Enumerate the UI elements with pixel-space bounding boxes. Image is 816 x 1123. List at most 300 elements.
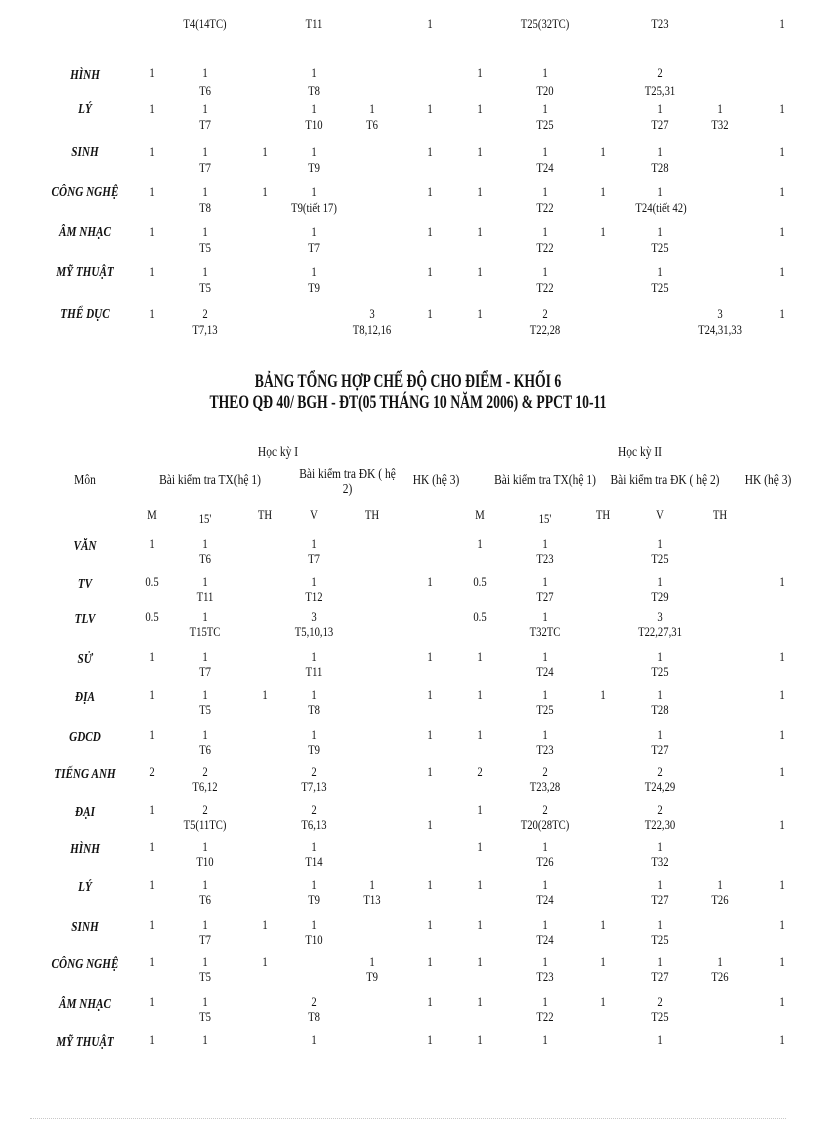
note-cell: T5 [199,969,211,984]
note-cell: T25 [651,551,669,566]
value-cell: 1 [542,877,548,892]
header-note-cell: T23 [651,16,669,31]
value-cell: 1 [657,687,663,702]
value-cell: 1 [657,184,663,199]
note-cell: T24,31,33 [698,322,742,337]
value-cell: 1 [149,839,155,854]
value-cell: 1 [600,994,606,1009]
note-cell: T14 [305,854,323,869]
note-cell: 1 [427,817,433,832]
value-cell: 2 [311,802,317,817]
value-cell: 1 [477,687,483,702]
value-cell: 1 [779,306,785,321]
value-cell: 1 [477,101,483,116]
semester-1-header: Học kỳ I [257,445,299,460]
note-cell: T11 [196,589,214,604]
value-cell: 1 [779,954,785,969]
note-cell: T9 [308,160,320,175]
note-cell: T20(28TC) [520,817,570,832]
value-cell: 1 [311,687,317,702]
value-cell: 1 [262,954,268,969]
value-cell: 1 [202,917,208,932]
note-cell: T25 [651,1009,669,1024]
value-cell: 1 [427,687,433,702]
subject-label: ĐỊA [75,690,95,705]
header-note-cell: T4(14TC) [183,16,227,31]
value-cell: 1 [600,184,606,199]
value-cell: 1 [542,994,548,1009]
value-cell: 1 [600,144,606,159]
value-cell: 1 [427,144,433,159]
value-cell: 1 [149,264,155,279]
note-cell: T7,13 [301,779,327,794]
value-cell: 1 [311,536,317,551]
note-cell: T28 [651,160,669,175]
value-cell: 1 [542,574,548,589]
note-cell: T25 [536,702,554,717]
value-cell: 1 [149,144,155,159]
note-cell: T6 [199,892,211,907]
value-cell: 3 [369,306,375,321]
value-cell: 1 [477,264,483,279]
subheader-c7: M [475,507,485,522]
value-cell: 1 [542,144,548,159]
note-cell: T7,13 [192,322,218,337]
value-cell: 1 [542,65,548,80]
subject-label: VĂN [73,539,97,554]
subheader-c4: V [310,507,318,522]
note-cell: T27 [651,117,669,132]
subject-label: MỸ THUẬT [56,1035,114,1050]
subject-label: TV [77,577,93,592]
value-cell: 1 [427,877,433,892]
value-cell: 1 [311,144,317,159]
value-cell: 1 [262,144,268,159]
value-cell: 1 [262,917,268,932]
note-cell: T7 [199,117,211,132]
value-cell: 1 [477,306,483,321]
note-cell: T23 [536,969,554,984]
value-cell: 1 [202,727,208,742]
value-cell: 3 [717,306,723,321]
value-cell: 1 [657,917,663,932]
note-cell: T27 [651,742,669,757]
value-cell: 1 [717,954,723,969]
value-cell: 1 [311,264,317,279]
value-cell: 1 [477,994,483,1009]
note-cell: T22,28 [529,322,561,337]
value-cell: 1 [149,877,155,892]
note-cell: T22,30 [644,817,676,832]
note-cell: T26 [711,892,729,907]
value-cell: 1 [477,917,483,932]
note-cell: T13 [363,892,381,907]
value-cell: 1 [149,802,155,817]
value-cell: 1 [427,184,433,199]
note-cell: T22 [536,200,554,215]
value-cell: 1 [477,727,483,742]
note-cell: T32TC [529,624,561,639]
value-cell: 1 [202,574,208,589]
value-cell: 1 [542,839,548,854]
value-cell: 1 [149,224,155,239]
value-cell: 1 [149,184,155,199]
subject-label: MỸ THUẬT [56,265,114,280]
value-cell: 1 [779,877,785,892]
value-cell: 1 [477,1032,483,1047]
subject-column-header: Môn [74,473,96,488]
note-cell: T25 [651,280,669,295]
value-cell: 1 [202,536,208,551]
value-cell: 2 [542,764,548,779]
note-cell: T7 [199,664,211,679]
value-cell: 1 [202,264,208,279]
value-cell: 1 [657,101,663,116]
value-cell: 1 [427,764,433,779]
value-cell: 1 [149,65,155,80]
note-cell: T22 [536,280,554,295]
semester-2-header: Học kỳ II [618,445,662,460]
note-cell: T12 [305,589,323,604]
value-cell: 1 [311,839,317,854]
note-cell: T15TC [189,624,221,639]
subheader-c1: M [147,507,157,522]
subject-label: ĐẠI [75,805,95,820]
value-cell: 1 [477,839,483,854]
value-cell: 1 [657,574,663,589]
note-cell: T8 [199,200,211,215]
value-cell: 1 [779,264,785,279]
subject-label: HÌNH [70,842,100,857]
note-cell: T6 [199,83,211,98]
note-cell: T8,12,16 [352,322,392,337]
value-cell: 0.5 [145,609,159,624]
value-cell: 1 [477,954,483,969]
value-cell: 1 [779,994,785,1009]
value-cell: 1 [657,877,663,892]
note-cell: T26 [536,854,554,869]
subject-label: THỂ DỤC [60,307,110,322]
value-cell: 1 [149,1032,155,1047]
subject-label: LÝ [78,880,92,895]
note-cell: T8 [308,83,320,98]
value-cell: 1 [149,649,155,664]
note-cell: T6,13 [301,817,327,832]
note-cell: T5,10,13 [294,624,334,639]
value-cell: 0.5 [473,609,487,624]
value-cell: 1 [542,727,548,742]
note-cell: T9 [308,892,320,907]
value-cell: 1 [542,1032,548,1047]
subject-label: HÌNH [70,68,100,83]
note-cell: T6 [199,551,211,566]
subject-label: SINH [71,920,99,935]
value-cell: 1 [657,1032,663,1047]
subject-label: GDCD [69,730,101,745]
value-cell: 1 [369,877,375,892]
value-cell: 1 [311,224,317,239]
value-cell: 1 [477,649,483,664]
value-cell: 1 [717,877,723,892]
value-cell: 2 [311,764,317,779]
note-cell: T25 [651,932,669,947]
note-cell: T5 [199,280,211,295]
value-cell: 2 [542,306,548,321]
value-cell: 1 [202,687,208,702]
subject-label: ÂM NHẠC [59,225,111,240]
note-cell: T9 [308,280,320,295]
value-cell: 2 [542,802,548,817]
value-cell: 1 [149,101,155,116]
value-cell: 1 [427,917,433,932]
note-cell: T28 [651,702,669,717]
value-cell: 1 [542,609,548,624]
value-cell: 1 [262,687,268,702]
note-cell: T10 [305,117,323,132]
value-cell: 1 [779,184,785,199]
note-cell: T25 [651,664,669,679]
value-cell: 2 [657,764,663,779]
note-cell: T10 [196,854,214,869]
note-cell: T27 [651,892,669,907]
value-cell: 1 [600,224,606,239]
value-cell: 1 [202,609,208,624]
value-cell: 1 [779,1032,785,1047]
value-cell: 1 [202,224,208,239]
value-cell: 1 [657,727,663,742]
value-cell: 0.5 [145,574,159,589]
value-cell: 1 [427,994,433,1009]
note-cell: T25 [651,240,669,255]
value-cell: 1 [311,574,317,589]
value-cell: 1 [427,306,433,321]
value-cell: 1 [149,917,155,932]
value-cell: 3 [657,609,663,624]
subject-label: ÂM NHẠC [59,997,111,1012]
note-cell: T11 [305,664,323,679]
value-cell: 1 [477,65,483,80]
note-cell: T24(tiết 42) [635,200,687,215]
note-cell: T6 [199,742,211,757]
value-cell: 1 [311,184,317,199]
value-cell: 1 [311,917,317,932]
value-cell: 1 [779,727,785,742]
note-cell: T5(11TC) [183,817,227,832]
subject-label: TLV [74,612,96,627]
hk-header-s1: HK (hệ 3) [412,473,460,488]
note-cell: T7 [308,551,320,566]
note-cell: T27 [536,589,554,604]
value-cell: 1 [542,184,548,199]
note-cell: T24 [536,932,554,947]
value-cell: 1 [657,144,663,159]
table-subtitle: THEO QĐ 40/ BGH - ĐT(05 THÁNG 10 NĂM 2006) & PPCT 10-11 [209,392,607,413]
value-cell: 1 [779,574,785,589]
value-cell: 1 [779,224,785,239]
note-cell: T22,27,31 [638,624,682,639]
value-cell: 1 [657,839,663,854]
value-cell: 2 [657,994,663,1009]
value-cell: 1 [779,649,785,664]
note-cell: T24,29 [644,779,676,794]
note-cell: T5 [199,702,211,717]
value-cell: 2 [202,306,208,321]
note-cell: T22 [536,1009,554,1024]
value-cell: 1 [202,839,208,854]
value-cell: 1 [542,101,548,116]
value-cell: 1 [477,184,483,199]
note-cell: T23,28 [529,779,561,794]
value-cell: 1 [600,954,606,969]
value-cell: 1 [202,649,208,664]
note-cell: T32 [651,854,669,869]
dk-test-header-s1: Bài kiểm tra ĐK ( hệ 2) [299,467,396,497]
hk-header-s2: HK (hệ 3) [744,473,792,488]
note-cell: T5 [199,240,211,255]
value-cell: 1 [427,224,433,239]
value-cell: 1 [600,687,606,702]
header-note-cell: T11 [305,16,323,31]
note-cell: 1 [779,817,785,832]
value-cell: 1 [202,65,208,80]
value-cell: 1 [149,994,155,1009]
note-cell: T32 [711,117,729,132]
value-cell: 1 [477,224,483,239]
value-cell: 0.5 [473,574,487,589]
value-cell: 1 [542,954,548,969]
value-cell: 1 [542,649,548,664]
value-cell: 1 [369,954,375,969]
value-cell: 1 [427,727,433,742]
table-title: BẢNG TỔNG HỢP CHẾ ĐỘ CHO ĐIỂM - KHỐI 6 [254,371,562,392]
note-cell: T10 [305,932,323,947]
header-note-cell: 1 [779,16,785,31]
note-cell: T9 [366,969,378,984]
value-cell: 1 [202,954,208,969]
value-cell: 3 [311,609,317,624]
subject-label: CÔNG NGHỆ [51,957,119,972]
note-cell: T25,31 [644,83,676,98]
note-cell: T8 [308,1009,320,1024]
value-cell: 1 [657,954,663,969]
value-cell: 1 [262,184,268,199]
value-cell: 1 [542,224,548,239]
tx-test-header-s1: Bài kiểm tra TX(hệ 1) [159,473,261,488]
value-cell: 1 [149,687,155,702]
value-cell: 1 [369,101,375,116]
value-cell: 2 [657,65,663,80]
value-cell: 1 [657,649,663,664]
value-cell: 1 [311,1032,317,1047]
value-cell: 1 [717,101,723,116]
value-cell: 1 [779,144,785,159]
value-cell: 1 [149,306,155,321]
note-cell: T7 [199,932,211,947]
subheader-c8: 15' [538,511,552,526]
value-cell: 1 [600,917,606,932]
subheader-c10: V [656,507,664,522]
subject-label: TIẾNG ANH [54,767,116,782]
subheader-c3: TH [257,507,273,522]
dk-test-header-s2: Bài kiểm tra ĐK ( hệ 2) [610,473,720,488]
subheader-c11: TH [712,507,728,522]
note-cell: T23 [536,742,554,757]
note-cell: T9(tiết 17) [291,200,337,215]
value-cell: 1 [427,954,433,969]
note-cell: T24 [536,160,554,175]
note-cell: T7 [308,240,320,255]
value-cell: 1 [311,65,317,80]
value-cell: 1 [202,877,208,892]
page-bottom-rule [30,1118,786,1119]
value-cell: 1 [149,727,155,742]
value-cell: 1 [427,264,433,279]
value-cell: 1 [149,536,155,551]
note-cell: T29 [651,589,669,604]
value-cell: 1 [202,144,208,159]
value-cell: 1 [311,877,317,892]
note-cell: T24 [536,892,554,907]
subject-label: SINH [71,145,99,160]
value-cell: 1 [311,727,317,742]
note-cell: T22 [536,240,554,255]
value-cell: 1 [427,574,433,589]
value-cell: 1 [427,1032,433,1047]
note-cell: T6,12 [192,779,218,794]
value-cell: 2 [311,994,317,1009]
note-cell: T24 [536,664,554,679]
value-cell: 2 [202,802,208,817]
value-cell: 1 [779,764,785,779]
subject-label: LÝ [78,102,92,117]
note-cell: T26 [711,969,729,984]
value-cell: 1 [477,877,483,892]
value-cell: 1 [311,649,317,664]
value-cell: 1 [542,917,548,932]
value-cell: 1 [542,687,548,702]
value-cell: 1 [657,264,663,279]
value-cell: 1 [202,1032,208,1047]
value-cell: 1 [477,536,483,551]
note-cell: T27 [651,969,669,984]
header-note-cell: T25(32TC) [520,16,570,31]
value-cell: 1 [202,184,208,199]
value-cell: 1 [657,536,663,551]
value-cell: 1 [202,101,208,116]
value-cell: 1 [427,649,433,664]
note-cell: T6 [366,117,378,132]
value-cell: 1 [779,917,785,932]
value-cell: 1 [477,144,483,159]
value-cell: 2 [657,802,663,817]
value-cell: 1 [149,954,155,969]
header-note-cell: 1 [427,16,433,31]
value-cell: 1 [779,101,785,116]
note-cell: T5 [199,1009,211,1024]
value-cell: 1 [427,101,433,116]
note-cell: T20 [536,83,554,98]
note-cell: T9 [308,742,320,757]
value-cell: 2 [477,764,483,779]
subheader-c9: TH [595,507,611,522]
value-cell: 1 [542,536,548,551]
value-cell: 1 [202,994,208,1009]
note-cell: T8 [308,702,320,717]
note-cell: T25 [536,117,554,132]
note-cell: T23 [536,551,554,566]
value-cell: 1 [477,802,483,817]
subject-label: SỬ [77,652,93,667]
